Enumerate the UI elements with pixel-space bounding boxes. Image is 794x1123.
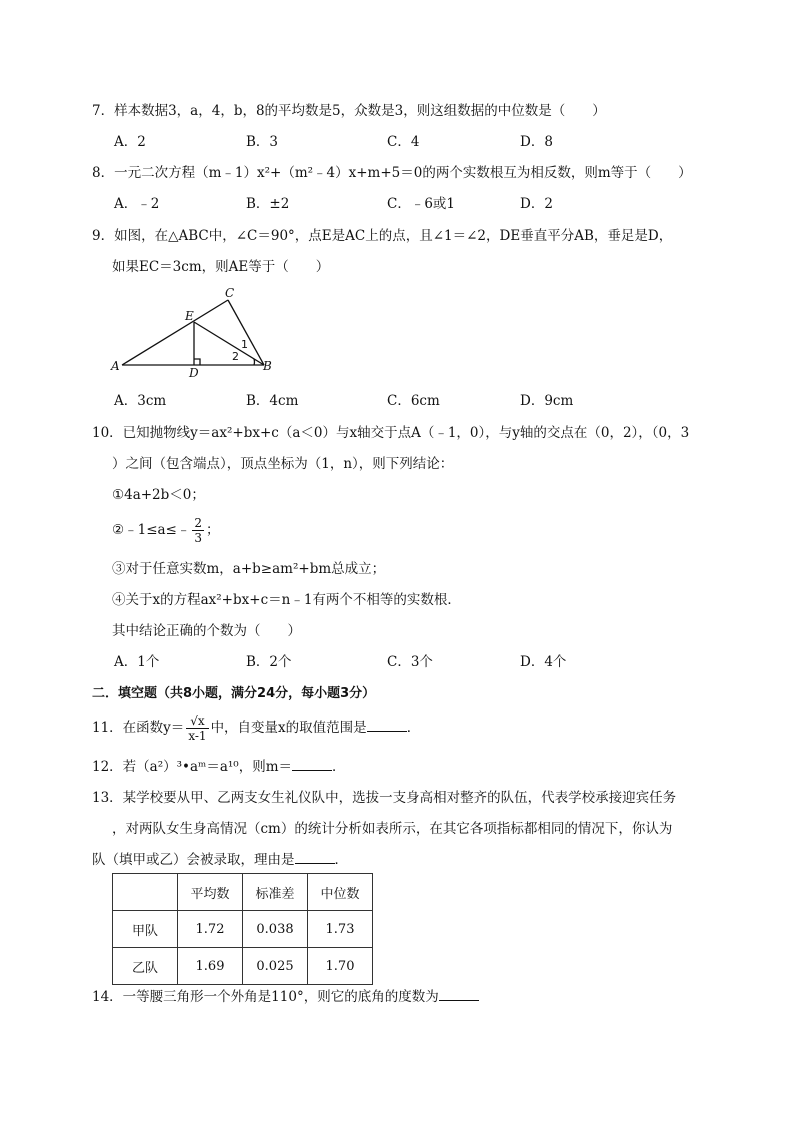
fraction-denominator: 3	[194, 531, 203, 545]
q12-end: ．	[332, 759, 346, 775]
q13-line3	[92, 850, 348, 870]
q10-option-d: D．4个	[520, 654, 567, 670]
table-header-cell: 标准差	[243, 874, 308, 911]
q13-line2: ，对两队女生身高情况（cm）的统计分析如表所示，在其它各项指标都相同的情况下，你认为	[112, 821, 673, 837]
section-heading: 二．填空题（共8小题，满分24分，每小题3分）	[92, 686, 376, 701]
table-header-cell: 中位数	[308, 874, 373, 911]
q7-option-a: A．2	[114, 134, 146, 150]
q13-line3-text: 队（填甲或乙）会被录取，理由是	[92, 852, 295, 868]
label-b: B	[263, 359, 272, 373]
q11-text-2: 中，自变量x的取值范围是	[210, 720, 367, 736]
q9-stem-line1: 9．如图，在△ABC中，∠C＝90°，点E是AC上的点，且∠1＝∠2，DE垂直平分AB，垂足是D，	[92, 228, 673, 244]
segment-eb	[194, 322, 264, 365]
answer-blank[interactable]	[292, 758, 332, 771]
q11-text: 11．在函数y＝	[92, 720, 185, 736]
q10-option-c: C．3个	[387, 654, 433, 670]
q8-option-d: D．2	[520, 196, 553, 212]
table-cell: 1.73	[308, 911, 373, 948]
q10-stem-line2: ）之间（包含端点），顶点坐标为（1，n），则下列结论：	[112, 456, 454, 472]
fraction	[186, 714, 208, 743]
q13-line3-end: ．	[334, 852, 348, 868]
q10-conclusion-2	[112, 516, 220, 545]
table-cell: 0.025	[243, 948, 308, 985]
table-row	[113, 948, 373, 985]
answer-blank[interactable]	[367, 719, 407, 732]
fraction-numerator: 2	[194, 516, 203, 530]
table-cell: 0.038	[243, 911, 308, 948]
table-cell: 1.70	[308, 948, 373, 985]
q8-option-b: B．±2	[246, 196, 290, 212]
answer-blank[interactable]	[439, 988, 479, 1001]
q12	[92, 757, 346, 777]
q8-option-a: A．﹣2	[114, 196, 160, 212]
q9-option-b: B．4cm	[246, 393, 299, 409]
table-header-cell	[113, 874, 178, 911]
q9-option-d: D．9cm	[520, 393, 574, 409]
q10-option-b: B．2个	[246, 654, 292, 670]
q7-stem: 7．样本数据3，a，4，b，8的平均数是5，众数是3，则这组数据的中位数是（ ）	[92, 103, 606, 119]
stats-table	[112, 873, 373, 985]
table-header-cell: 平均数	[178, 874, 243, 911]
label-a: A	[111, 359, 120, 373]
q7-option-d: D．8	[520, 134, 553, 150]
label-d: D	[189, 366, 199, 380]
table-cell: 甲队	[113, 911, 178, 948]
fraction-numerator: √x	[186, 714, 208, 729]
q10-conclusion-2-text: ②﹣1≤a≤﹣	[112, 522, 191, 538]
label-c: C	[225, 286, 235, 300]
angle-label-1: 1	[241, 338, 248, 351]
table-row	[113, 911, 373, 948]
fraction	[192, 516, 204, 545]
q9-option-c: C．6cm	[387, 393, 440, 409]
q14	[92, 987, 479, 1007]
q7-option-b: B．3	[246, 134, 279, 150]
answer-blank[interactable]	[295, 851, 335, 864]
q10-option-a: A．1个	[114, 654, 160, 670]
q10-stem-line1: 10．已知抛物线y＝ax²+bx+c（a＜0）与x轴交于点A（﹣1，0），与y轴的交点在（0，2），（0，3	[92, 425, 690, 441]
q10-conclusion-1: ①4a+2b＜0；	[112, 487, 205, 503]
q11	[92, 714, 420, 743]
q10-conclusion-3: ③对于任意实数m，a+b≥am²+bm总成立；	[112, 561, 386, 577]
label-e: E	[185, 309, 194, 323]
q13-line1: 13．某学校要从甲、乙两支女生礼仪队中，选拔一支身高相对整齐的队伍，代表学校承接迎宾任务	[92, 790, 677, 806]
q12-text: 12．若（a²）³•aᵐ＝a¹⁰，则m＝	[92, 759, 293, 775]
table-cell: 乙队	[113, 948, 178, 985]
q11-end: ．	[406, 720, 421, 736]
q14-text: 14．一等腰三角形一个外角是110°，则它的底角的度数为	[92, 989, 439, 1005]
triangle-figure	[108, 284, 278, 380]
q9-stem-line2: 如果EC＝3cm，则AE等于（ ）	[112, 259, 330, 275]
table-cell: 1.72	[178, 911, 243, 948]
table-cell: 1.69	[178, 948, 243, 985]
q10-conclusion-2-end: ；	[206, 522, 220, 538]
q10-conclusion-4: ④关于x的方程ax²+bx+c＝n﹣1有两个不相等的实数根．	[112, 592, 461, 608]
q9-option-a: A．3cm	[114, 393, 167, 409]
q10-ask: 其中结论正确的个数为（ ）	[112, 623, 301, 639]
q8-option-c: C．﹣6或1	[387, 196, 456, 212]
right-angle-mark-d	[194, 359, 200, 365]
q7-option-c: C．4	[387, 134, 420, 150]
table-header-row	[113, 874, 373, 911]
q8-stem: 8．一元二次方程（m﹣1）x²+（m²﹣4）x+m+5＝0的两个实数根互为相反数，则m等于（ ）	[92, 165, 692, 181]
fraction-denominator: x-1	[188, 729, 207, 743]
angle-label-2: 2	[232, 350, 239, 363]
